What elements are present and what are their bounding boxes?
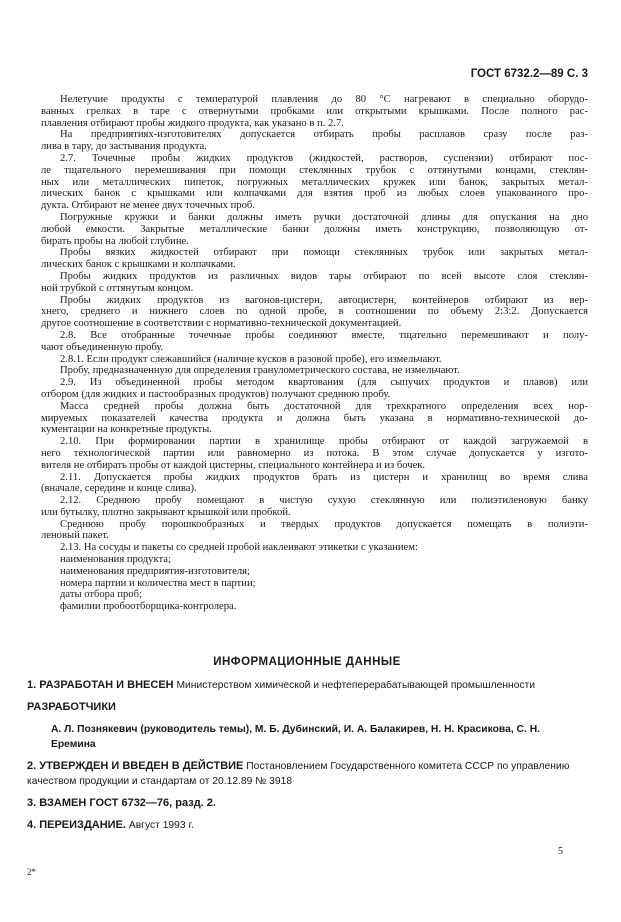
text-line: него технологической партии или равномерно из потока. В этом случае допускается у изгото- [41,447,588,459]
text-line: Масса средней пробы должна быть достаточной для трехкратного определения всех нор- [60,400,588,412]
text-line: вителя не отбирать пробы от каждой цистерны, специального контейнера и из бочек. [41,459,426,471]
page-number: 5 [558,846,563,857]
text-line: ванных грелках в таре с отвернутыми пробками или открытыми крышками. После полного рас- [41,105,588,117]
text-line: дукта. Отбирают не менее двух точечных проб. [41,200,255,212]
text-line: даты отбора проб; [60,589,142,601]
text-line: фамилии пробоотборщика-контролера. [60,601,237,613]
text-line: Пробу, предназначенную для определения гранулометрического состава, не измельчают. [60,365,460,377]
text-line: (вначале, середине и конце слива). [41,483,197,495]
info-item-1-head: 1. РАЗРАБОТАН И ВНЕСЕН [27,679,174,691]
text-line: наименования продукта; [60,554,171,566]
text-line: Пробы вязких жидкостей отбирают при помощи стеклянных трубок или закрытых метал- [60,247,588,259]
info-item-1 [27,678,587,693]
text-line: ных или металлических пипеток, погружных металлических кружек или банок, закрытых метал- [41,176,588,188]
info-item-4 [27,818,587,833]
developers-list: А. Л. Познякевич (руководитель темы), М. Б. Дубинский, И. А. Балакирев, Н. Н. Красикова, С. Н. Еремина [51,724,540,750]
text-line: Среднюю пробу порошкообразных и твердых продуктов допускается помещать в полиэти- [60,518,588,530]
text-line: 2.10. При формировании партии в хранилище пробы отбирают от каждой загружаемой в [60,436,588,448]
info-item-4-text: Август 1993 г. [128,820,194,831]
text-line: 2.8. Все отобранные точечные пробы соединяют вместе, тщательно перемешивают и полу- [60,329,588,341]
document-header: ГОСТ 6732.2—89 С. 3 [470,68,588,80]
text-line: другое соотношение в соответствии с нормативно-технической документацией. [41,318,402,330]
signature-mark: 2* [27,867,36,877]
developers-head: РАЗРАБОТЧИКИ [27,701,116,713]
text-line: лических банок с крышками или колпачками для взятия проб из любых слоев упакованного про- [41,188,588,200]
text-line: кументации на конкретные продукты. [41,424,212,436]
text-line: лических банок с крышками и колпачками. [41,259,236,271]
text-line: На предприятиях-изготовителях допускается отбирать пробы расплавов сразу после раз- [60,129,588,141]
text-line: лива в тару, до застывания продукта. [41,141,207,153]
text-line: ной трубкой с оттянутым концом. [41,282,194,294]
info-item-4-head: 4. ПЕРЕИЗДАНИЕ. [27,819,126,831]
info-item-1-text: Министерством химической и нефтеперерабатывающей промышленности [176,680,536,691]
text-line: 2.8.1. Если продукт слежавшийся (наличие кусков в разовой пробе), его измельчают. [60,353,442,365]
text-line: чают объединенную пробу. [41,341,164,353]
text-line: 2.13. На сосуды и пакеты со средней пробой наклеивают этикетки с указанием: [60,542,418,554]
text-line: леновый пакет. [41,530,109,542]
text-line: 2.12. Среднюю пробу помещают в чистую сухую стеклянную или полиэтиленовую банку [60,495,588,507]
text-line: отбором (для жидких и пастообразных продуктов) получают среднюю пробу. [41,388,391,400]
info-item-3 [27,796,587,811]
info-title: ИНФОРМАЦИОННЫЕ ДАННЫЕ [213,656,401,668]
text-line: номера партии и количества мест в партии; [60,577,256,589]
text-line: 2.11. Допускается пробы жидких продуктов брать из цистерн и хранилищ во время слива [60,471,588,483]
developers-heading [27,700,587,715]
text-line: любой емкости. Закрытые металлические банки должны иметь конструкцию, позволяющую от- [41,223,588,235]
info-item-3-head: 3. ВЗАМЕН ГОСТ 6732—76, разд. 2. [27,797,216,809]
text-line: наименования предприятия-изготовителя; [60,565,250,577]
text-line: 2.7. Точечные пробы жидких продуктов (жидкостей, растворов, суспензии) отбирают пос- [60,152,588,164]
text-line: Пробы жидких продуктов из различных видов тары отбирают по всей высоте слоя стеклян- [60,270,588,282]
text-line: мируемых показателей качества продукта и должна быть указана в нормативно-технической до- [41,412,588,424]
info-item-2-head: 2. УТВЕРЖДЕН И ВВЕДЕН В ДЕЙСТВИЕ [27,760,244,772]
document-body [41,94,588,613]
text-line: Нелетучие продукты с температурой плавления до 80 °С нагревают в специально оборудо- [60,94,588,105]
text-line: Погружные кружки и банки должны иметь ручки достаточной длины для опускания на дно [60,211,588,223]
info-item-2-text: Постановлением Государственного комитета СССР по управлению качеством продукции и стандартам от 20.12.89 № 3918 [27,761,570,787]
info-item-2 [27,759,587,789]
text-line: 2.9. Из объединенной пробы методом квартования (для сыпучих продуктов и плавов) или [60,377,588,389]
text-line: плавления отбирают пробы жидкого продукта, как указано в п. 2.7. [41,117,344,129]
text-line: бирать пробы на любой глубине. [41,235,189,247]
text-line: Пробы жидких продуктов из вагонов-цистерн, автоцистерн, контейнеров отбирают из вер- [60,294,588,306]
text-line: хнего, среднего и нижнего слоев по одной пробе, в соотношении по объему 2:3:2. Допускается [41,306,588,318]
info-section [27,656,587,840]
text-line: или бутылку, плотно закрывают крышкой или пробкой. [41,506,291,518]
text-line: ле тщательного перемешивания при помощи стеклянных трубок с оттянутыми концами, стеклян- [41,164,588,176]
